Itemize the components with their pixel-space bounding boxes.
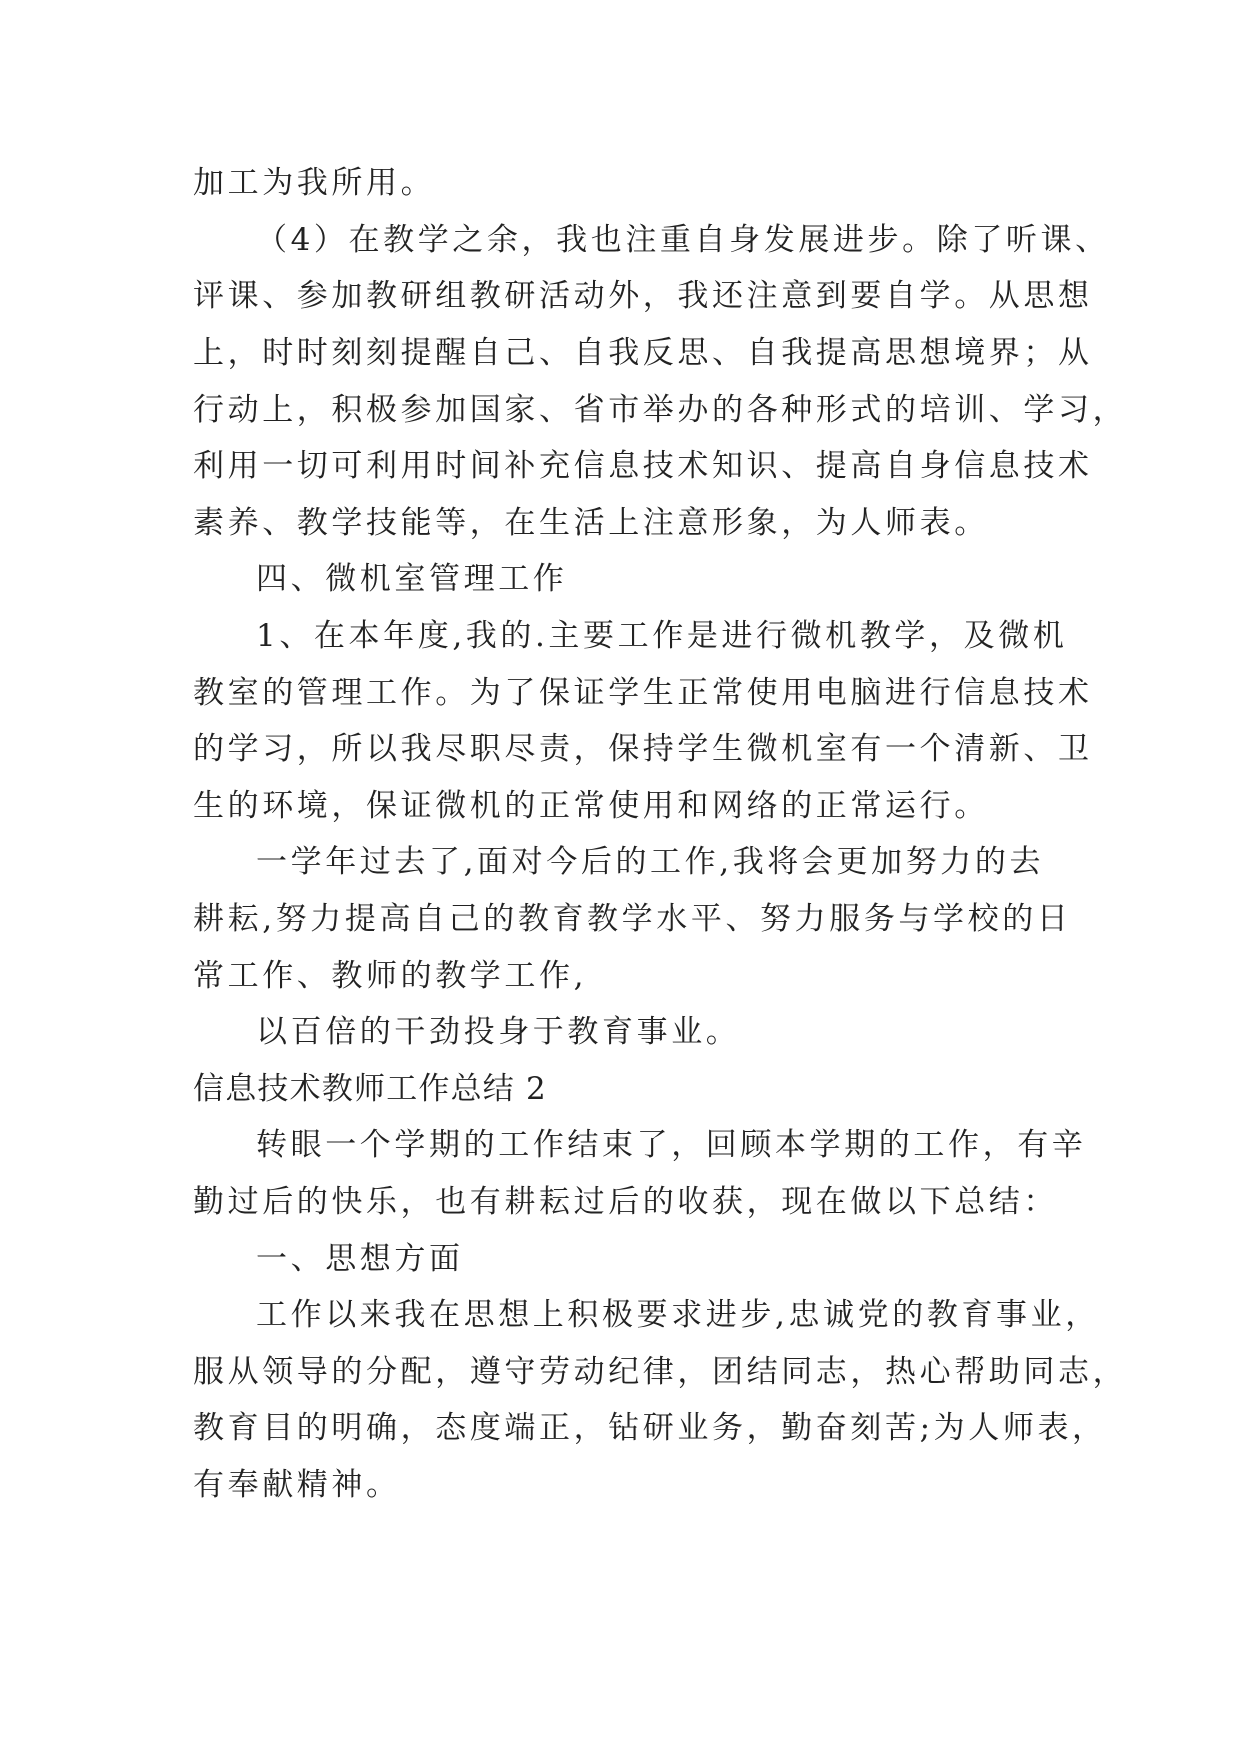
text-line: 转眼一个学期的工作结束了，回顾本学期的工作，有辛 [256,1127,1087,1163]
text-line: 教室的管理工作。为了保证学生正常使用电脑进行信息技术 [193,675,1093,711]
text-line: 耕耘,努力提高自己的教育教学水平、努力服务与学校的日 [193,901,1072,937]
text-line: 常工作、教师的教学工作, [193,958,588,994]
text-line: 上，时时刻刻提醒自己、自我反思、自我提高思想境界；从 [193,335,1093,371]
text-line: 行动上，积极参加国家、省市举办的各种形式的培训、学习， [193,392,1128,428]
section-heading: 四、微机室管理工作 [256,561,568,597]
text-line: 1、在本年度,我的.主要工作是进行微机教学，及微机 [256,618,1068,654]
document-subtitle: 信息技术教师工作总结 2 [193,1071,547,1107]
section-heading: 一、思想方面 [256,1241,464,1277]
text-line: 素养、教学技能等，在生活上注意形象，为人师表。 [193,505,989,541]
text-line: 有奉献精神。 [193,1467,401,1503]
text-line: 教育目的明确，态度端正，钻研业务，勤奋刻苦;为人师表， [193,1410,1107,1446]
text-line: 服从领导的分配，遵守劳动纪律，团结同志，热心帮助同志， [193,1354,1128,1390]
text-line: 生的环境，保证微机的正常使用和网络的正常运行。 [193,788,989,824]
text-line: 利用一切可利用时间补充信息技术知识、提高自身信息技术 [193,448,1093,484]
text-line: 加工为我所用。 [193,165,436,201]
text-line: 工作以来我在思想上积极要求进步,忠诚党的教育事业， [256,1297,1100,1333]
text-line: 一学年过去了,面对今后的工作,我将会更加努力的去 [256,844,1045,880]
text-line: 以百倍的干劲投身于教育事业。 [256,1014,741,1050]
text-line: 评课、参加教研组教研活动外，我还注意到要自学。从思想 [193,278,1093,314]
text-line: 勤过后的快乐，也有耕耘过后的收获，现在做以下总结： [193,1184,1058,1220]
text-line: 的学习，所以我尽职尽责，保持学生微机室有一个清新、卫 [193,731,1093,767]
text-line: （4）在教学之余，我也注重自身发展进步。除了听课、 [256,222,1110,258]
